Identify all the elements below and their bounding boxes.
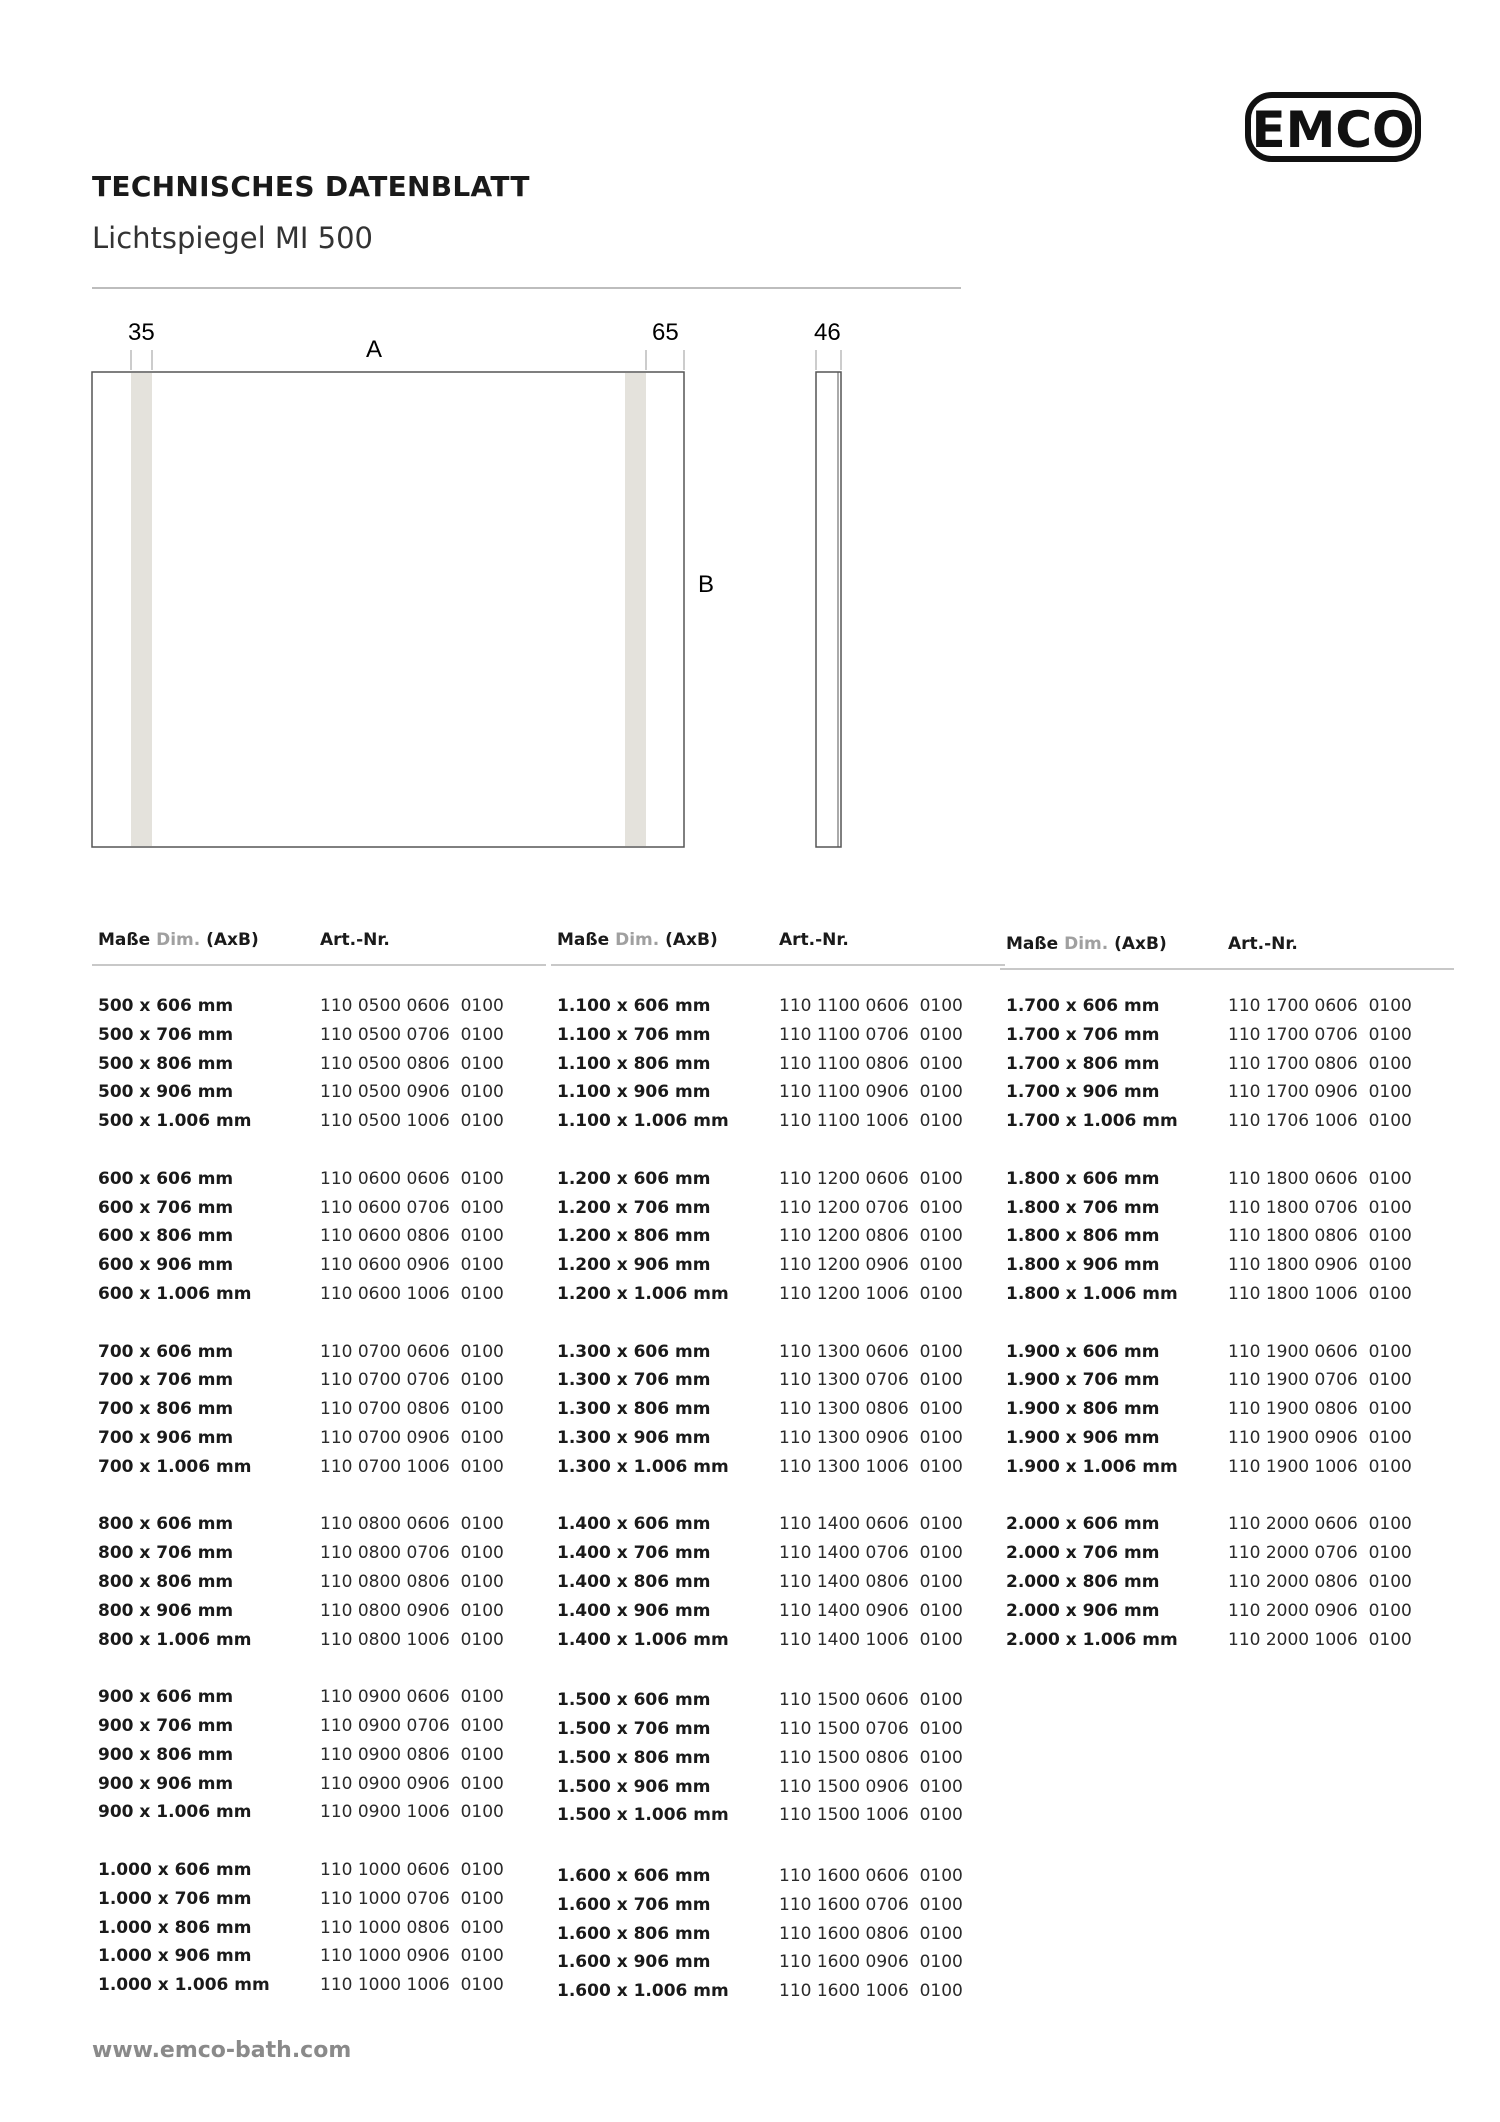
header-art-label: Art.-Nr. [320, 930, 390, 950]
row-article-number: 110 1300 0706 0100 [779, 1370, 963, 1391]
table-row [557, 1539, 1007, 1567]
table-row [557, 1021, 1007, 1049]
row-size: 1.600 x 706 mm [557, 1894, 711, 1915]
table-row [98, 1885, 548, 1913]
row-article-number: 110 1200 0606 0100 [779, 1168, 963, 1189]
table-row [557, 1626, 1007, 1654]
row-size: 1.000 x 706 mm [98, 1888, 252, 1909]
table-row [557, 1862, 1007, 1890]
table-row [98, 1914, 548, 1942]
row-size: 1.600 x 606 mm [557, 1866, 711, 1886]
table-row [557, 1920, 1007, 1948]
row-size: 500 x 806 mm [98, 1053, 234, 1074]
row-article-number: 110 1200 0806 0100 [779, 1226, 963, 1247]
table-row [557, 1424, 1007, 1452]
table-row [98, 1741, 548, 1769]
header-art-label: Art.-Nr. [1228, 934, 1298, 954]
table-row [1006, 1251, 1456, 1279]
table-row [557, 1801, 1007, 1829]
table-row [1006, 1338, 1456, 1366]
table-row [557, 1597, 1007, 1625]
table-row [557, 1686, 1007, 1714]
row-size: 700 x 706 mm [98, 1370, 234, 1391]
table-row [98, 1539, 548, 1567]
header-axb-label: (AxB) [659, 930, 718, 950]
row-article-number: 110 1900 0806 0100 [1228, 1399, 1412, 1420]
row-article-number: 110 1700 0906 0100 [1228, 1082, 1412, 1103]
table-row [557, 1280, 1007, 1308]
row-size: 1.500 x 1.006 mm [557, 1805, 729, 1826]
technical-drawing [0, 300, 900, 860]
row-article-number: 110 2000 1006 0100 [1228, 1629, 1412, 1650]
row-article-number: 110 0700 0806 0100 [320, 1399, 504, 1420]
table-row [557, 1715, 1007, 1743]
page-subtitle: Lichtspiegel MI 500 [92, 221, 373, 255]
table-row [98, 1395, 548, 1423]
table-row [557, 1773, 1007, 1801]
table-row [1006, 1424, 1456, 1452]
row-size: 1.700 x 1.006 mm [1006, 1111, 1178, 1132]
header-dim-label: Dim. [1064, 934, 1109, 954]
row-article-number: 110 0900 0606 0100 [320, 1687, 504, 1708]
row-size: 1.700 x 706 mm [1006, 1024, 1160, 1045]
header-dim-label: Dim. [615, 930, 660, 950]
row-size: 800 x 706 mm [98, 1543, 234, 1564]
row-article-number: 110 1300 0906 0100 [779, 1428, 963, 1448]
row-article-number: 110 0500 1006 0100 [320, 1111, 504, 1132]
row-size: 800 x 906 mm [98, 1600, 234, 1621]
row-size: 600 x 806 mm [98, 1226, 234, 1247]
row-article-number: 110 2000 0606 0100 [1228, 1514, 1412, 1535]
row-article-number: 110 1500 1006 0100 [779, 1805, 963, 1826]
row-size: 900 x 906 mm [98, 1773, 234, 1794]
header-size-label: Maße [98, 930, 157, 950]
header-axb-label: (AxB) [200, 930, 259, 950]
row-article-number: 110 0800 0606 0100 [320, 1514, 504, 1535]
row-size: 600 x 906 mm [98, 1255, 234, 1276]
row-size: 700 x 906 mm [98, 1428, 234, 1448]
row-size: 900 x 806 mm [98, 1744, 234, 1765]
row-size: 1.100 x 906 mm [557, 1082, 711, 1103]
table-row [557, 1453, 1007, 1481]
table-row [98, 1424, 548, 1452]
row-article-number: 110 0700 1006 0100 [320, 1456, 504, 1477]
row-article-number: 110 1200 0906 0100 [779, 1255, 963, 1276]
row-article-number: 110 1800 0906 0100 [1228, 1255, 1412, 1276]
row-size: 900 x 1.006 mm [98, 1802, 252, 1823]
row-size: 1.300 x 1.006 mm [557, 1456, 729, 1477]
table-row [557, 1744, 1007, 1772]
row-size: 1.900 x 806 mm [1006, 1399, 1160, 1420]
table-row [98, 1942, 548, 1970]
row-article-number: 110 1000 1006 0100 [320, 1975, 504, 1996]
row-article-number: 110 1400 0606 0100 [779, 1514, 963, 1535]
row-article-number: 110 1800 0706 0100 [1228, 1197, 1412, 1218]
row-size: 1.500 x 806 mm [557, 1747, 711, 1768]
row-article-number: 110 2000 0906 0100 [1228, 1600, 1412, 1621]
row-size: 1.400 x 806 mm [557, 1572, 711, 1592]
row-size: 1.000 x 1.006 mm [98, 1975, 270, 1996]
row-article-number: 110 1500 0906 0100 [779, 1776, 963, 1797]
table-row [557, 1251, 1007, 1279]
row-article-number: 110 1000 0706 0100 [320, 1888, 504, 1909]
row-article-number: 110 1700 0706 0100 [1228, 1024, 1412, 1045]
row-article-number: 110 0900 0806 0100 [320, 1744, 504, 1765]
row-article-number: 110 1100 0806 0100 [779, 1053, 963, 1074]
table-row [1006, 1626, 1456, 1654]
row-article-number: 110 1800 0606 0100 [1228, 1168, 1412, 1189]
table-row [98, 1366, 548, 1394]
row-article-number: 110 0900 0906 0100 [320, 1773, 504, 1794]
row-article-number: 110 1900 0906 0100 [1228, 1428, 1412, 1448]
row-article-number: 110 0800 0806 0100 [320, 1572, 504, 1592]
row-article-number: 110 2000 0806 0100 [1228, 1572, 1412, 1592]
row-article-number: 110 1300 1006 0100 [779, 1456, 963, 1477]
row-article-number: 110 1900 1006 0100 [1228, 1456, 1412, 1477]
table-row [1006, 1597, 1456, 1625]
dim-a-label: A [366, 336, 383, 363]
row-size: 1.400 x 1.006 mm [557, 1629, 729, 1650]
row-size: 500 x 1.006 mm [98, 1111, 252, 1132]
row-article-number: 110 0500 0906 0100 [320, 1082, 504, 1103]
row-article-number: 110 1600 1006 0100 [779, 1981, 963, 2002]
row-article-number: 110 1300 0606 0100 [779, 1341, 963, 1362]
table-row [98, 1078, 548, 1106]
table-row [557, 1366, 1007, 1394]
logo-text: EMCO [1251, 101, 1415, 159]
page-title: TECHNISCHES DATENBLATT [92, 170, 530, 203]
table-row [557, 1568, 1007, 1596]
row-size: 1.700 x 606 mm [1006, 996, 1160, 1016]
row-size: 1.100 x 806 mm [557, 1053, 711, 1074]
row-size: 500 x 706 mm [98, 1024, 234, 1045]
row-size: 1.200 x 606 mm [557, 1168, 711, 1189]
row-size: 1.900 x 606 mm [1006, 1341, 1160, 1362]
table-row [1006, 1050, 1456, 1078]
row-article-number: 110 1900 0706 0100 [1228, 1370, 1412, 1391]
header-divider [1000, 968, 1454, 970]
table-row [1006, 1510, 1456, 1538]
table-row [98, 1683, 548, 1711]
row-size: 700 x 606 mm [98, 1341, 234, 1362]
table-row [557, 1338, 1007, 1366]
header-art-label: Art.-Nr. [779, 930, 849, 950]
dim-depth-label: 46 [814, 319, 841, 346]
table-row [98, 1251, 548, 1279]
table-row [557, 1078, 1007, 1106]
row-article-number: 110 1400 0806 0100 [779, 1572, 963, 1592]
dim-left-label: 35 [128, 319, 155, 346]
row-size: 2.000 x 806 mm [1006, 1572, 1160, 1592]
row-size: 1.200 x 806 mm [557, 1226, 711, 1247]
row-size: 2.000 x 706 mm [1006, 1543, 1160, 1564]
dim-b-label: B [698, 571, 715, 598]
row-article-number: 110 0600 0906 0100 [320, 1255, 504, 1276]
emco-logo [1245, 92, 1421, 162]
row-size: 1.500 x 706 mm [557, 1719, 711, 1739]
row-size: 1.400 x 906 mm [557, 1600, 711, 1621]
row-article-number: 110 0800 0706 0100 [320, 1543, 504, 1564]
row-size: 1.200 x 1.006 mm [557, 1284, 729, 1304]
row-size: 1.000 x 806 mm [98, 1917, 252, 1938]
table-row [557, 1165, 1007, 1193]
row-size: 1.800 x 606 mm [1006, 1168, 1160, 1189]
row-article-number: 110 1700 0806 0100 [1228, 1053, 1412, 1074]
row-size: 1.100 x 606 mm [557, 996, 711, 1016]
row-article-number: 110 1900 0606 0100 [1228, 1341, 1412, 1362]
table-row [1006, 1568, 1456, 1596]
row-size: 1.600 x 806 mm [557, 1923, 711, 1944]
row-size: 1.800 x 1.006 mm [1006, 1284, 1178, 1304]
table-row [98, 1568, 548, 1596]
row-article-number: 110 1400 0706 0100 [779, 1543, 963, 1564]
row-size: 1.500 x 606 mm [557, 1690, 711, 1711]
table-row [1006, 992, 1456, 1020]
row-article-number: 110 0600 0806 0100 [320, 1226, 504, 1247]
table-row [1006, 1165, 1456, 1193]
table-row [98, 1165, 548, 1193]
row-size: 500 x 906 mm [98, 1082, 234, 1103]
row-size: 2.000 x 906 mm [1006, 1600, 1160, 1621]
table-row [98, 1280, 548, 1308]
row-size: 1.100 x 706 mm [557, 1024, 711, 1045]
row-size: 700 x 1.006 mm [98, 1456, 252, 1477]
row-article-number: 110 2000 0706 0100 [1228, 1543, 1412, 1564]
table-row [1006, 1107, 1456, 1135]
row-article-number: 110 1400 1006 0100 [779, 1629, 963, 1650]
row-article-number: 110 1200 0706 0100 [779, 1197, 963, 1218]
row-article-number: 110 1600 0706 0100 [779, 1894, 963, 1915]
row-article-number: 110 1300 0806 0100 [779, 1399, 963, 1420]
header-divider [551, 964, 1005, 966]
row-size: 900 x 606 mm [98, 1687, 234, 1708]
row-size: 900 x 706 mm [98, 1716, 234, 1736]
row-size: 1.300 x 906 mm [557, 1428, 711, 1448]
table-row [557, 1948, 1007, 1976]
row-size: 1.900 x 906 mm [1006, 1428, 1160, 1448]
led-strip-left [131, 373, 152, 846]
row-article-number: 110 1600 0906 0100 [779, 1952, 963, 1973]
row-size: 1.800 x 706 mm [1006, 1197, 1160, 1218]
table-row [1006, 1021, 1456, 1049]
table-row [1006, 1222, 1456, 1250]
row-article-number: 110 0800 1006 0100 [320, 1629, 504, 1650]
row-article-number: 110 1100 0906 0100 [779, 1082, 963, 1103]
table-row [98, 1597, 548, 1625]
row-article-number: 110 1400 0906 0100 [779, 1600, 963, 1621]
row-size: 800 x 806 mm [98, 1572, 234, 1592]
row-article-number: 110 0700 0906 0100 [320, 1428, 504, 1448]
row-article-number: 110 0600 0606 0100 [320, 1168, 504, 1189]
row-article-number: 110 0700 0606 0100 [320, 1341, 504, 1362]
row-size: 600 x 706 mm [98, 1197, 234, 1218]
table-row [98, 1712, 548, 1740]
table-row [557, 992, 1007, 1020]
row-size: 800 x 606 mm [98, 1514, 234, 1535]
row-size: 1.600 x 1.006 mm [557, 1981, 729, 2002]
table-row [1006, 1395, 1456, 1423]
row-article-number: 110 0600 1006 0100 [320, 1284, 504, 1304]
table-row [557, 1510, 1007, 1538]
table-row [557, 1395, 1007, 1423]
table-row [1006, 1366, 1456, 1394]
row-article-number: 110 0600 0706 0100 [320, 1197, 504, 1218]
row-size: 1.900 x 706 mm [1006, 1370, 1160, 1391]
row-article-number: 110 0700 0706 0100 [320, 1370, 504, 1391]
table-row [98, 1626, 548, 1654]
row-size: 700 x 806 mm [98, 1399, 234, 1420]
row-size: 1.300 x 706 mm [557, 1370, 711, 1391]
table-row [557, 1107, 1007, 1135]
row-article-number: 110 1200 1006 0100 [779, 1284, 963, 1304]
table-row [1006, 1280, 1456, 1308]
table-row [1006, 1539, 1456, 1567]
header-axb-label: (AxB) [1108, 934, 1167, 954]
row-size: 1.000 x 906 mm [98, 1946, 252, 1967]
table-row [557, 1891, 1007, 1919]
row-size: 2.000 x 1.006 mm [1006, 1629, 1178, 1650]
row-article-number: 110 1800 0806 0100 [1228, 1226, 1412, 1247]
table-row [98, 1050, 548, 1078]
table-row [98, 1453, 548, 1481]
row-article-number: 110 1500 0806 0100 [779, 1747, 963, 1768]
table-row [98, 1971, 548, 1999]
table-row [98, 1107, 548, 1135]
row-size: 1.100 x 1.006 mm [557, 1111, 729, 1132]
row-article-number: 110 0800 0906 0100 [320, 1600, 504, 1621]
table-row [98, 1021, 548, 1049]
dim-right-label: 65 [652, 319, 679, 346]
row-article-number: 110 1000 0906 0100 [320, 1946, 504, 1967]
row-size: 1.700 x 906 mm [1006, 1082, 1160, 1103]
table-row [98, 1510, 548, 1538]
row-size: 800 x 1.006 mm [98, 1629, 252, 1650]
table-row [557, 1050, 1007, 1078]
row-size: 600 x 1.006 mm [98, 1284, 252, 1304]
mirror-front-view [92, 372, 684, 847]
row-size: 1.500 x 906 mm [557, 1776, 711, 1797]
row-article-number: 110 0900 1006 0100 [320, 1802, 504, 1823]
led-strip-right [625, 373, 646, 846]
row-size: 1.300 x 606 mm [557, 1341, 711, 1362]
table-row [557, 1977, 1007, 2005]
row-article-number: 110 1100 0706 0100 [779, 1024, 963, 1045]
row-size: 1.900 x 1.006 mm [1006, 1456, 1178, 1477]
header-size-label: Maße [557, 930, 616, 950]
mirror-side-view [816, 372, 841, 847]
row-article-number: 110 1600 0606 0100 [779, 1866, 963, 1886]
row-article-number: 110 0900 0706 0100 [320, 1716, 504, 1736]
row-size: 600 x 606 mm [98, 1168, 234, 1189]
table-row [98, 1798, 548, 1826]
row-size: 1.800 x 906 mm [1006, 1255, 1160, 1276]
table-row [98, 1338, 548, 1366]
row-article-number: 110 1706 1006 0100 [1228, 1111, 1412, 1132]
row-size: 1.400 x 606 mm [557, 1514, 711, 1535]
table-row [557, 1222, 1007, 1250]
row-size: 1.600 x 906 mm [557, 1952, 711, 1973]
header-divider [92, 964, 546, 966]
row-size: 1.300 x 806 mm [557, 1399, 711, 1420]
row-size: 2.000 x 606 mm [1006, 1514, 1160, 1535]
row-size: 1.700 x 806 mm [1006, 1053, 1160, 1074]
row-article-number: 110 1100 1006 0100 [779, 1111, 963, 1132]
row-article-number: 110 1800 1006 0100 [1228, 1284, 1412, 1304]
table-row [98, 1194, 548, 1222]
row-size: 500 x 606 mm [98, 996, 234, 1016]
row-size: 1.200 x 706 mm [557, 1197, 711, 1218]
row-article-number: 110 0500 0806 0100 [320, 1053, 504, 1074]
footer-url: www.emco-bath.com [92, 2038, 352, 2063]
row-article-number: 110 1500 0706 0100 [779, 1719, 963, 1739]
table-row [1006, 1078, 1456, 1106]
row-article-number: 110 0500 0706 0100 [320, 1024, 504, 1045]
divider [92, 287, 961, 289]
table-row [1006, 1453, 1456, 1481]
row-article-number: 110 1100 0606 0100 [779, 996, 963, 1016]
row-article-number: 110 1500 0606 0100 [779, 1690, 963, 1711]
table-row [98, 992, 548, 1020]
table-row [98, 1770, 548, 1798]
row-article-number: 110 1600 0806 0100 [779, 1923, 963, 1944]
row-size: 1.200 x 906 mm [557, 1255, 711, 1276]
row-article-number: 110 1000 0606 0100 [320, 1860, 504, 1880]
header-size-label: Maße [1006, 934, 1065, 954]
header-dim-label: Dim. [156, 930, 201, 950]
row-article-number: 110 0500 0606 0100 [320, 996, 504, 1016]
row-article-number: 110 1700 0606 0100 [1228, 996, 1412, 1016]
table-row [1006, 1194, 1456, 1222]
row-size: 1.400 x 706 mm [557, 1543, 711, 1564]
row-size: 1.000 x 606 mm [98, 1860, 252, 1880]
row-article-number: 110 1000 0806 0100 [320, 1917, 504, 1938]
table-row [557, 1194, 1007, 1222]
table-row [98, 1222, 548, 1250]
table-row [98, 1856, 548, 1884]
row-size: 1.800 x 806 mm [1006, 1226, 1160, 1247]
